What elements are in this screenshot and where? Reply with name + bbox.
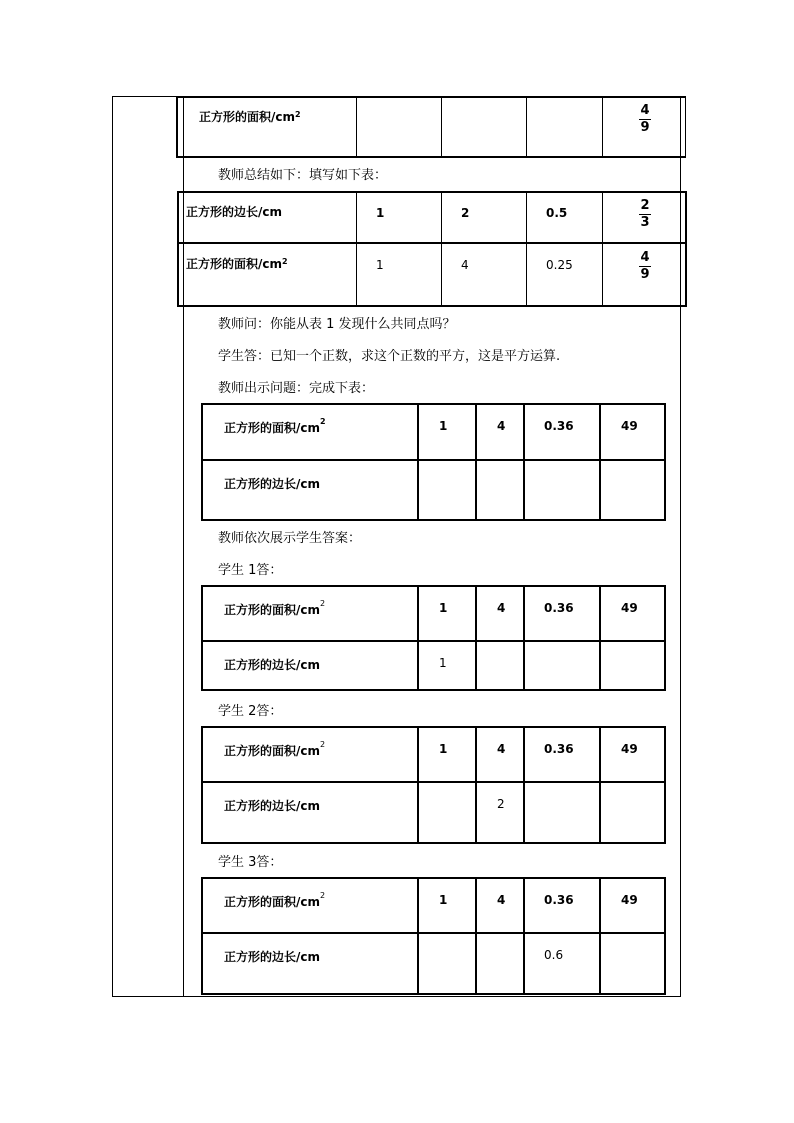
outer-frame-right bbox=[680, 96, 681, 997]
outer-frame-left bbox=[112, 96, 113, 997]
summary-area-value: 0.25 bbox=[546, 258, 573, 272]
answer-table bbox=[201, 585, 666, 691]
teacher-problem: 教师出示问题：完成下表： bbox=[218, 381, 375, 396]
summary-row-area-label: 正方形的面积$/cm^2$ bbox=[186, 257, 288, 271]
answer-area-label: 正方形的面积$/cm^2$ bbox=[224, 599, 326, 617]
question-area-value: 0.36 bbox=[544, 419, 574, 433]
answer-area-label: 正方形的面积$/cm^2$ bbox=[224, 740, 326, 758]
answer-area-value: 4 bbox=[497, 893, 506, 907]
summary-row-side-label: 正方形的边长/cm bbox=[186, 205, 283, 219]
summary-side-value: 0.5 bbox=[546, 206, 568, 220]
answer-title: 学生 1答： bbox=[218, 563, 283, 578]
question-area-value: 4 bbox=[497, 419, 506, 433]
question-area-value: 1 bbox=[439, 419, 448, 433]
answer-side-value: 0.6 bbox=[544, 948, 564, 962]
summary-area-fraction: 4 9 bbox=[640, 250, 650, 282]
question-side-input[interactable] bbox=[524, 460, 600, 520]
answer-table bbox=[201, 726, 666, 844]
answer-title: 学生 3答： bbox=[218, 855, 283, 870]
question-side-label: 正方形的边长/cm bbox=[224, 477, 321, 491]
summary-area-value: 1 bbox=[376, 258, 384, 272]
answer-area-value: 49 bbox=[621, 601, 638, 615]
answer-side-value: 2 bbox=[497, 797, 505, 811]
answer-side-label: 正方形的边长/cm bbox=[224, 950, 321, 964]
question-area-label-cell bbox=[202, 404, 418, 460]
student-answer: 学生答：已知一个正数，求这个正数的平方，这是平方运算. bbox=[218, 349, 561, 364]
top-table-row-label: 正方形的面积$/cm^2$ bbox=[199, 110, 301, 124]
outer-frame-divider bbox=[183, 96, 184, 997]
answer-area-value: 0.36 bbox=[544, 742, 574, 756]
teacher-question: 教师问：你能从表 1 发现什么共同点吗？ bbox=[218, 317, 456, 332]
summary-side-fraction: 2 3 bbox=[640, 198, 650, 230]
answer-side-label: 正方形的边长/cm bbox=[224, 658, 321, 672]
answer-area-value: 49 bbox=[621, 742, 638, 756]
summary-side-value: 1 bbox=[376, 206, 385, 220]
answer-side-label: 正方形的边长/cm bbox=[224, 799, 321, 813]
answer-area-value: 4 bbox=[497, 742, 506, 756]
question-side-input[interactable] bbox=[418, 460, 476, 520]
answer-area-value: 1 bbox=[439, 601, 448, 615]
question-area-value: 49 bbox=[621, 419, 638, 433]
answer-area-value: 1 bbox=[439, 893, 448, 907]
answer-area-value: 4 bbox=[497, 601, 506, 615]
question-side-input[interactable] bbox=[476, 460, 524, 520]
question-table bbox=[201, 403, 666, 521]
answer-table bbox=[201, 877, 666, 995]
answer-area-value: 0.36 bbox=[544, 601, 574, 615]
answer-area-label: 正方形的面积$/cm^2$ bbox=[224, 891, 326, 909]
outer-frame-top bbox=[112, 96, 184, 97]
summary-area-value: 4 bbox=[461, 258, 469, 272]
answer-area-value: 1 bbox=[439, 742, 448, 756]
top-table-fraction: 4 9 bbox=[640, 103, 650, 135]
show-intro: 教师依次展示学生答案： bbox=[218, 531, 362, 546]
answer-area-value: 0.36 bbox=[544, 893, 574, 907]
outer-frame-bottom bbox=[112, 996, 681, 997]
answer-title: 学生 2答： bbox=[218, 704, 283, 719]
answer-area-value: 49 bbox=[621, 893, 638, 907]
question-area-label: 正方形的面积$/cm^2$ bbox=[224, 417, 326, 435]
summary-side-value: 2 bbox=[461, 206, 470, 220]
answer-side-value: 1 bbox=[439, 656, 447, 670]
question-side-input[interactable] bbox=[600, 460, 665, 520]
summary-intro: 教师总结如下：填写如下表： bbox=[218, 168, 388, 183]
